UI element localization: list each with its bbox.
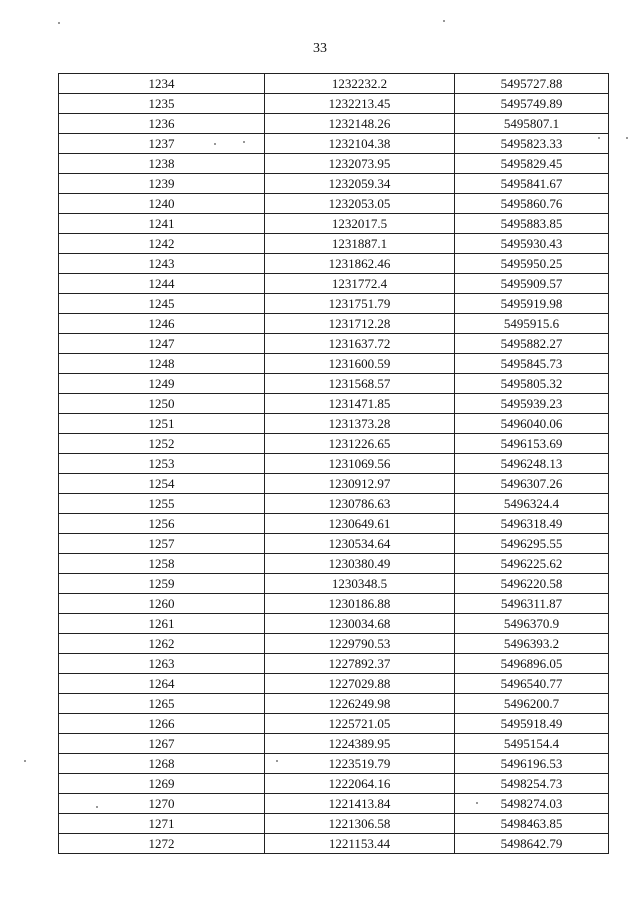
x-coordinate-cell: 1230534.64 bbox=[265, 534, 455, 554]
x-coordinate-cell: 1231373.28 bbox=[265, 414, 455, 434]
point-number-cell: 1246 bbox=[59, 314, 265, 334]
x-coordinate-cell: 1231862.46 bbox=[265, 254, 455, 274]
x-coordinate-cell: 1226249.98 bbox=[265, 694, 455, 714]
point-number-cell: 1259 bbox=[59, 574, 265, 594]
point-number-cell: 1263 bbox=[59, 654, 265, 674]
y-coordinate-cell: 5496196.53 bbox=[455, 754, 609, 774]
y-coordinate-cell: 5496393.2 bbox=[455, 634, 609, 654]
table-row bbox=[59, 114, 609, 134]
table-row bbox=[59, 434, 609, 454]
table-row bbox=[59, 354, 609, 374]
x-coordinate-cell: 1230912.97 bbox=[265, 474, 455, 494]
point-number-cell: 1257 bbox=[59, 534, 265, 554]
y-coordinate-cell: 5495805.32 bbox=[455, 374, 609, 394]
y-coordinate-cell: 5495829.45 bbox=[455, 154, 609, 174]
x-coordinate-cell: 1230186.88 bbox=[265, 594, 455, 614]
x-coordinate-cell: 1230786.63 bbox=[265, 494, 455, 514]
coordinates-table bbox=[58, 73, 609, 854]
point-number-cell: 1234 bbox=[59, 74, 265, 94]
x-coordinate-cell: 1232232.2 bbox=[265, 74, 455, 94]
y-coordinate-cell: 5495860.76 bbox=[455, 194, 609, 214]
point-number-cell: 1248 bbox=[59, 354, 265, 374]
x-coordinate-cell: 1231712.28 bbox=[265, 314, 455, 334]
x-coordinate-cell: 1221306.58 bbox=[265, 814, 455, 834]
table-row bbox=[59, 554, 609, 574]
y-coordinate-cell: 5498463.85 bbox=[455, 814, 609, 834]
table-row bbox=[59, 734, 609, 754]
table-row bbox=[59, 274, 609, 294]
y-coordinate-cell: 5495919.98 bbox=[455, 294, 609, 314]
scan-speck bbox=[276, 760, 278, 762]
x-coordinate-cell: 1222064.16 bbox=[265, 774, 455, 794]
x-coordinate-cell: 1231568.57 bbox=[265, 374, 455, 394]
table-row bbox=[59, 674, 609, 694]
point-number-cell: 1237 bbox=[59, 134, 265, 154]
point-number-cell: 1250 bbox=[59, 394, 265, 414]
point-number-cell: 1267 bbox=[59, 734, 265, 754]
table-row bbox=[59, 594, 609, 614]
y-coordinate-cell: 5495950.25 bbox=[455, 254, 609, 274]
x-coordinate-cell: 1230034.68 bbox=[265, 614, 455, 634]
point-number-cell: 1269 bbox=[59, 774, 265, 794]
table-row bbox=[59, 834, 609, 854]
y-coordinate-cell: 5498254.73 bbox=[455, 774, 609, 794]
x-coordinate-cell: 1231887.1 bbox=[265, 234, 455, 254]
table-row bbox=[59, 494, 609, 514]
y-coordinate-cell: 5495154.4 bbox=[455, 734, 609, 754]
point-number-cell: 1240 bbox=[59, 194, 265, 214]
x-coordinate-cell: 1232017.5 bbox=[265, 214, 455, 234]
point-number-cell: 1244 bbox=[59, 274, 265, 294]
point-number-cell: 1253 bbox=[59, 454, 265, 474]
table-row bbox=[59, 374, 609, 394]
y-coordinate-cell: 5495727.88 bbox=[455, 74, 609, 94]
point-number-cell: 1236 bbox=[59, 114, 265, 134]
x-coordinate-cell: 1227892.37 bbox=[265, 654, 455, 674]
table-row bbox=[59, 214, 609, 234]
y-coordinate-cell: 5495915.6 bbox=[455, 314, 609, 334]
table-row bbox=[59, 194, 609, 214]
table-row bbox=[59, 714, 609, 734]
table-row bbox=[59, 254, 609, 274]
x-coordinate-cell: 1221413.84 bbox=[265, 794, 455, 814]
y-coordinate-cell: 5495841.67 bbox=[455, 174, 609, 194]
scan-speck bbox=[598, 137, 600, 139]
x-coordinate-cell: 1232053.05 bbox=[265, 194, 455, 214]
x-coordinate-cell: 1231600.59 bbox=[265, 354, 455, 374]
table-row bbox=[59, 614, 609, 634]
y-coordinate-cell: 5498274.03 bbox=[455, 794, 609, 814]
coordinates-table-body bbox=[59, 74, 609, 854]
x-coordinate-cell: 1229790.53 bbox=[265, 634, 455, 654]
scan-speck bbox=[58, 22, 60, 24]
page-number: 33 bbox=[313, 41, 327, 56]
point-number-cell: 1268 bbox=[59, 754, 265, 774]
table-row bbox=[59, 394, 609, 414]
table-row bbox=[59, 134, 609, 154]
x-coordinate-cell: 1221153.44 bbox=[265, 834, 455, 854]
table-row bbox=[59, 334, 609, 354]
scan-speck bbox=[243, 141, 245, 143]
y-coordinate-cell: 5495882.27 bbox=[455, 334, 609, 354]
point-number-cell: 1238 bbox=[59, 154, 265, 174]
y-coordinate-cell: 5496307.26 bbox=[455, 474, 609, 494]
x-coordinate-cell: 1231772.4 bbox=[265, 274, 455, 294]
y-coordinate-cell: 5496370.9 bbox=[455, 614, 609, 634]
point-number-cell: 1235 bbox=[59, 94, 265, 114]
y-coordinate-cell: 5495823.33 bbox=[455, 134, 609, 154]
table-row bbox=[59, 314, 609, 334]
table-row bbox=[59, 474, 609, 494]
y-coordinate-cell: 5495749.89 bbox=[455, 94, 609, 114]
y-coordinate-cell: 5496311.87 bbox=[455, 594, 609, 614]
y-coordinate-cell: 5495845.73 bbox=[455, 354, 609, 374]
y-coordinate-cell: 5495807.1 bbox=[455, 114, 609, 134]
scan-speck bbox=[626, 137, 628, 139]
x-coordinate-cell: 1231637.72 bbox=[265, 334, 455, 354]
x-coordinate-cell: 1224389.95 bbox=[265, 734, 455, 754]
point-number-cell: 1252 bbox=[59, 434, 265, 454]
y-coordinate-cell: 5496295.55 bbox=[455, 534, 609, 554]
point-number-cell: 1239 bbox=[59, 174, 265, 194]
y-coordinate-cell: 5495883.85 bbox=[455, 214, 609, 234]
table-row bbox=[59, 414, 609, 434]
table-row bbox=[59, 774, 609, 794]
x-coordinate-cell: 1231226.65 bbox=[265, 434, 455, 454]
point-number-cell: 1270 bbox=[59, 794, 265, 814]
table-row bbox=[59, 634, 609, 654]
point-number-cell: 1264 bbox=[59, 674, 265, 694]
table-row bbox=[59, 574, 609, 594]
point-number-cell: 1256 bbox=[59, 514, 265, 534]
point-number-cell: 1255 bbox=[59, 494, 265, 514]
x-coordinate-cell: 1232059.34 bbox=[265, 174, 455, 194]
x-coordinate-cell: 1227029.88 bbox=[265, 674, 455, 694]
table-row bbox=[59, 234, 609, 254]
point-number-cell: 1243 bbox=[59, 254, 265, 274]
point-number-cell: 1261 bbox=[59, 614, 265, 634]
point-number-cell: 1258 bbox=[59, 554, 265, 574]
scan-speck bbox=[214, 143, 216, 145]
x-coordinate-cell: 1231069.56 bbox=[265, 454, 455, 474]
table-row bbox=[59, 794, 609, 814]
y-coordinate-cell: 5496324.4 bbox=[455, 494, 609, 514]
point-number-cell: 1245 bbox=[59, 294, 265, 314]
y-coordinate-cell: 5496200.7 bbox=[455, 694, 609, 714]
point-number-cell: 1262 bbox=[59, 634, 265, 654]
table-row bbox=[59, 294, 609, 314]
y-coordinate-cell: 5496318.49 bbox=[455, 514, 609, 534]
point-number-cell: 1247 bbox=[59, 334, 265, 354]
y-coordinate-cell: 5495918.49 bbox=[455, 714, 609, 734]
table-row bbox=[59, 814, 609, 834]
point-number-cell: 1265 bbox=[59, 694, 265, 714]
x-coordinate-cell: 1231751.79 bbox=[265, 294, 455, 314]
table-row bbox=[59, 754, 609, 774]
x-coordinate-cell: 1231471.85 bbox=[265, 394, 455, 414]
table-row bbox=[59, 514, 609, 534]
x-coordinate-cell: 1230348.5 bbox=[265, 574, 455, 594]
y-coordinate-cell: 5496896.05 bbox=[455, 654, 609, 674]
point-number-cell: 1254 bbox=[59, 474, 265, 494]
y-coordinate-cell: 5496225.62 bbox=[455, 554, 609, 574]
table-row bbox=[59, 454, 609, 474]
point-number-cell: 1249 bbox=[59, 374, 265, 394]
y-coordinate-cell: 5496540.77 bbox=[455, 674, 609, 694]
table-row bbox=[59, 694, 609, 714]
scan-speck bbox=[24, 760, 26, 762]
table-row bbox=[59, 154, 609, 174]
y-coordinate-cell: 5496220.58 bbox=[455, 574, 609, 594]
x-coordinate-cell: 1232073.95 bbox=[265, 154, 455, 174]
point-number-cell: 1271 bbox=[59, 814, 265, 834]
x-coordinate-cell: 1225721.05 bbox=[265, 714, 455, 734]
table-row bbox=[59, 174, 609, 194]
x-coordinate-cell: 1232104.38 bbox=[265, 134, 455, 154]
y-coordinate-cell: 5495909.57 bbox=[455, 274, 609, 294]
y-coordinate-cell: 5495939.23 bbox=[455, 394, 609, 414]
table-row bbox=[59, 94, 609, 114]
point-number-cell: 1242 bbox=[59, 234, 265, 254]
y-coordinate-cell: 5495930.43 bbox=[455, 234, 609, 254]
x-coordinate-cell: 1223519.79 bbox=[265, 754, 455, 774]
point-number-cell: 1260 bbox=[59, 594, 265, 614]
y-coordinate-cell: 5496248.13 bbox=[455, 454, 609, 474]
y-coordinate-cell: 5496153.69 bbox=[455, 434, 609, 454]
x-coordinate-cell: 1232213.45 bbox=[265, 94, 455, 114]
x-coordinate-cell: 1232148.26 bbox=[265, 114, 455, 134]
table-row bbox=[59, 74, 609, 94]
table-row bbox=[59, 534, 609, 554]
x-coordinate-cell: 1230649.61 bbox=[265, 514, 455, 534]
point-number-cell: 1266 bbox=[59, 714, 265, 734]
point-number-cell: 1251 bbox=[59, 414, 265, 434]
scan-speck bbox=[443, 20, 445, 22]
scan-speck bbox=[96, 806, 98, 808]
point-number-cell: 1272 bbox=[59, 834, 265, 854]
scan-speck bbox=[476, 802, 478, 804]
y-coordinate-cell: 5496040.06 bbox=[455, 414, 609, 434]
x-coordinate-cell: 1230380.49 bbox=[265, 554, 455, 574]
y-coordinate-cell: 5498642.79 bbox=[455, 834, 609, 854]
table-row bbox=[59, 654, 609, 674]
point-number-cell: 1241 bbox=[59, 214, 265, 234]
